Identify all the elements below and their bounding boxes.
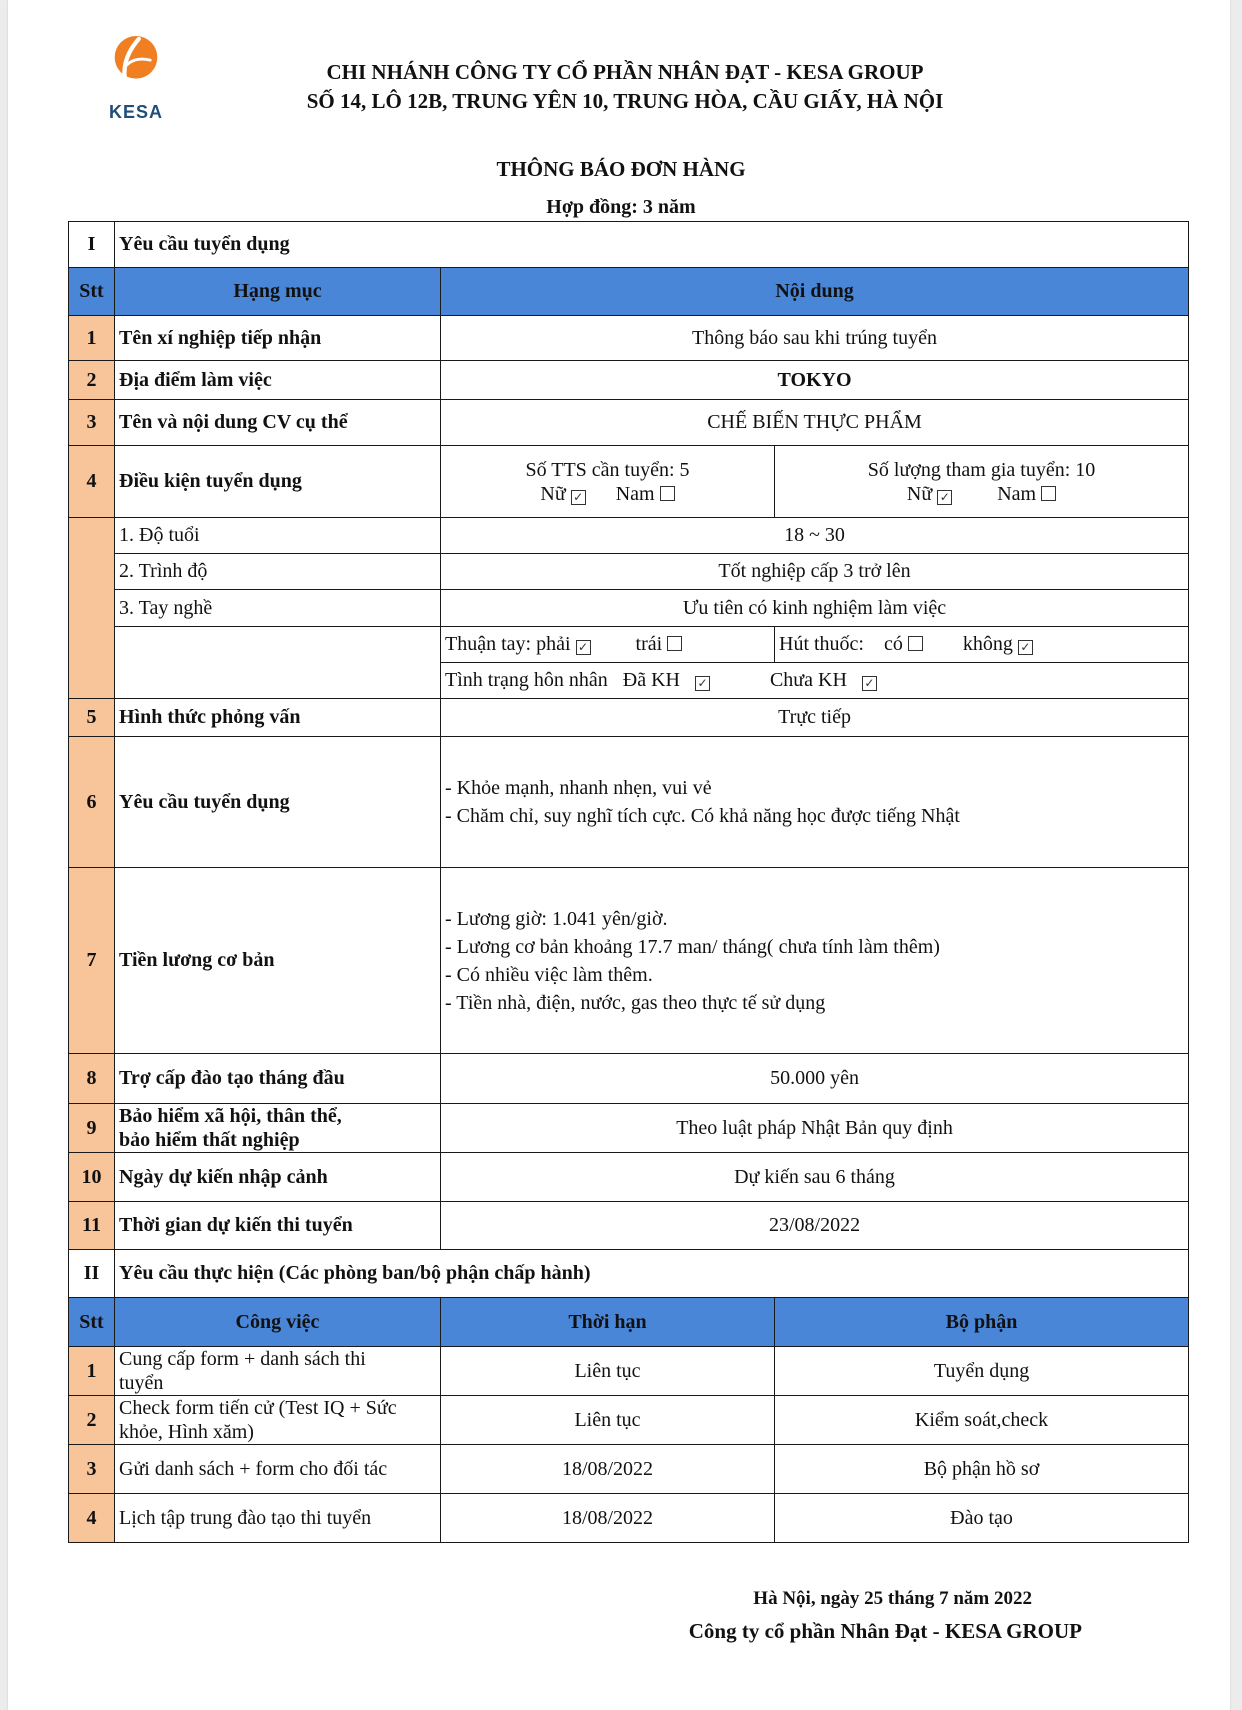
table-row: [69, 446, 1189, 518]
blank-cell: [115, 627, 441, 699]
row-content: 50.000 yên: [441, 1054, 1189, 1104]
table-row: [69, 1153, 1189, 1202]
row-stt-blank: [69, 518, 115, 699]
table-row: [69, 316, 1189, 361]
education-value: Tốt nghiệp cấp 3 trở lên: [441, 554, 1189, 590]
department-cell: Bộ phận hồ sơ: [775, 1445, 1189, 1494]
single-checkbox[interactable]: ✓: [862, 676, 877, 691]
married-label: Đã KH: [622, 669, 680, 691]
male-label: Nam: [997, 482, 1037, 505]
male-label: Nam: [615, 482, 655, 505]
row-item: Địa điểm làm việc: [115, 361, 441, 400]
table-row: [69, 1104, 1189, 1153]
handedness-label: Thuận tay: phải: [445, 633, 571, 655]
company-name: CHI NHÁNH CÔNG TY CỔ PHẦN NHÂN ĐẠT - KESA GROUP: [326, 60, 924, 84]
married-checkbox[interactable]: ✓: [695, 676, 710, 691]
row-item: Điều kiện tuyển dụng: [115, 446, 441, 518]
requirement-line: - Chăm chỉ, suy nghĩ tích cực. Có khả năng học được tiếng Nhật: [445, 805, 960, 827]
requirement-line: - Khỏe mạnh, nhanh nhẹn, vui vẻ: [445, 777, 712, 799]
table-row: [69, 590, 1189, 627]
row-content: Theo luật pháp Nhật Bản quy định: [441, 1104, 1189, 1153]
female-checkbox[interactable]: ✓: [937, 490, 952, 505]
row-content: TOKYO: [441, 361, 1189, 400]
deadline-cell: Liên tục: [441, 1396, 775, 1445]
male-checkbox[interactable]: [660, 486, 675, 501]
row-stt: 1: [69, 316, 115, 361]
smoking-yes-checkbox[interactable]: [908, 636, 923, 651]
row-stt: 9: [69, 1104, 115, 1153]
table-row: [69, 361, 1189, 400]
row-item: Yêu cầu tuyển dụng: [115, 737, 441, 868]
row-stt: 5: [69, 699, 115, 737]
row-stt: 10: [69, 1153, 115, 1202]
task-line: Check form tiến cử (Test IQ + Sức: [119, 1397, 397, 1419]
row-item: Tên và nội dung CV cụ thể: [115, 400, 441, 446]
col-stt: Stt: [69, 268, 115, 316]
row-item-line: bảo hiểm thất nghiệp: [119, 1129, 300, 1151]
education-label: 2. Trình độ: [115, 554, 441, 590]
male-checkbox[interactable]: [1041, 486, 1056, 501]
tts-count: Số TTS cần tuyển: 5: [525, 458, 690, 481]
deadline-cell: 18/08/2022: [441, 1445, 775, 1494]
task-cell: Gửi danh sách + form cho đối tác: [115, 1445, 441, 1494]
row-stt: 11: [69, 1202, 115, 1250]
row-stt: 8: [69, 1054, 115, 1104]
table-row: [69, 1396, 1189, 1445]
marital-cell: [441, 663, 1189, 699]
smoking-yes-label: có: [884, 633, 903, 655]
table-row: [69, 554, 1189, 590]
age-label: 1. Độ tuổi: [115, 518, 441, 554]
contract-term: Hợp đồng: 3 năm: [546, 196, 696, 218]
row-item: Thời gian dự kiến thi tuyển: [115, 1202, 441, 1250]
table-row: [69, 1347, 1189, 1396]
row-item: Trợ cấp đào tạo tháng đầu: [115, 1054, 441, 1104]
signature-date: Hà Nội, ngày 25 tháng 7 năm 2022: [753, 1588, 1032, 1609]
table-row: [69, 1202, 1189, 1250]
female-label: Nữ: [906, 482, 933, 505]
task-line: Cung cấp form + danh sách thi: [119, 1348, 366, 1370]
row-stt: 2: [69, 1396, 115, 1445]
age-value: 18 ~ 30: [441, 518, 1189, 554]
right-hand-checkbox[interactable]: ✓: [576, 640, 591, 655]
section-1-roman: I: [69, 222, 115, 268]
signature-company: Công ty cổ phần Nhân Đạt - KESA GROUP: [688, 1619, 1082, 1643]
table-row: [69, 627, 1189, 663]
table-row: [69, 1445, 1189, 1494]
smoking-no-checkbox[interactable]: ✓: [1018, 640, 1033, 655]
company-address: SỐ 14, LÔ 12B, TRUNG YÊN 10, TRUNG HÒA, CẦU GIẤY, HÀ NỘI: [306, 89, 944, 113]
skill-value: Ưu tiên có kinh nghiệm làm việc: [441, 590, 1189, 627]
section-2-title: Yêu cầu thực hiện (Các phòng ban/bộ phận chấp hành): [115, 1250, 1189, 1298]
col-content: Nội dung: [441, 268, 1189, 316]
salary-line: - Lương cơ bản khoảng 17.7 man/ tháng( chưa tính làm thêm): [445, 935, 940, 958]
task-cell: [115, 1396, 441, 1445]
row-stt: 2: [69, 361, 115, 400]
salary-content: [441, 868, 1189, 1054]
row-stt: 4: [69, 1494, 115, 1543]
deadline-cell: 18/08/2022: [441, 1494, 775, 1543]
row-content: 23/08/2022: [441, 1202, 1189, 1250]
department-cell: Đào tạo: [775, 1494, 1189, 1543]
row-item: [115, 1104, 441, 1153]
smoking-cell: [775, 627, 1189, 663]
col-stt: Stt: [69, 1298, 115, 1347]
recruitment-table: [68, 221, 1189, 1543]
col-task: Công việc: [115, 1298, 441, 1347]
table-row: [69, 699, 1189, 737]
smoking-no-label: không: [962, 633, 1013, 655]
row-stt: 3: [69, 400, 115, 446]
skill-label: 3. Tay nghề: [115, 590, 441, 627]
row-item: Hình thức phỏng vấn: [115, 699, 441, 737]
department-cell: Tuyển dụng: [775, 1347, 1189, 1396]
row-item-line: Bảo hiểm xã hội, thân thể,: [119, 1105, 342, 1127]
task-line: khỏe, Hình xăm): [119, 1421, 254, 1443]
table-row: [69, 518, 1189, 554]
table-row: [69, 1494, 1189, 1543]
row-content: CHẾ BIẾN THỰC PHẨM: [441, 400, 1189, 446]
task-cell: Lịch tập trung đào tạo thi tuyển: [115, 1494, 441, 1543]
row-item: Ngày dự kiến nhập cảnh: [115, 1153, 441, 1202]
col-deadline: Thời hạn: [441, 1298, 775, 1347]
table-row: [69, 400, 1189, 446]
salary-line: - Tiền nhà, điện, nước, gas theo thực tế sử dụng: [445, 991, 826, 1014]
deadline-cell: Liên tục: [441, 1347, 775, 1396]
task-line: tuyển: [119, 1372, 164, 1394]
female-label: Nữ: [540, 482, 566, 505]
requirements-content: [441, 737, 1189, 868]
handedness-cell: [441, 627, 775, 663]
table-row: [69, 868, 1189, 1054]
section-2-roman: II: [69, 1250, 115, 1298]
col-item: Hạng mục: [115, 268, 441, 316]
row-item: Tiền lương cơ bản: [115, 868, 441, 1054]
tts-count-cell: [441, 446, 775, 518]
section-2-header-row: [69, 1250, 1189, 1298]
salary-line: - Lương giờ: 1.041 yên/giờ.: [445, 907, 668, 930]
column-header-row: [69, 268, 1189, 316]
section-2-column-header-row: [69, 1298, 1189, 1347]
single-label: Chưa KH: [769, 669, 847, 691]
section-1-title: Yêu cầu tuyển dụng: [115, 222, 1189, 268]
left-hand-checkbox[interactable]: [667, 636, 682, 651]
row-stt: 7: [69, 868, 115, 1054]
col-department: Bộ phận: [775, 1298, 1189, 1347]
table-row: [69, 1054, 1189, 1104]
row-stt: 1: [69, 1347, 115, 1396]
salary-line: - Có nhiều việc làm thêm.: [445, 963, 653, 986]
female-checkbox[interactable]: ✓: [571, 490, 586, 505]
row-item: Tên xí nghiệp tiếp nhận: [115, 316, 441, 361]
participants-count: Số lượng tham gia tuyển: 10: [867, 458, 1096, 481]
kesa-logo-icon: [96, 36, 176, 100]
marital-label: Tình trạng hôn nhân: [445, 669, 608, 691]
table-row: [69, 737, 1189, 868]
document-title: THÔNG BÁO ĐƠN HÀNG: [496, 157, 746, 181]
row-content: Thông báo sau khi trúng tuyển: [441, 316, 1189, 361]
task-cell: [115, 1347, 441, 1396]
smoking-label: Hút thuốc:: [779, 633, 864, 655]
row-stt: 6: [69, 737, 115, 868]
logo-text: KESA: [108, 102, 163, 122]
section-1-header-row: [69, 222, 1189, 268]
department-cell: Kiểm soát,check: [775, 1396, 1189, 1445]
row-content: Trực tiếp: [441, 699, 1189, 737]
participants-cell: [775, 446, 1189, 518]
row-stt: 4: [69, 446, 115, 518]
row-stt: 3: [69, 1445, 115, 1494]
left-hand-label: trái: [635, 633, 663, 655]
company-header: [190, 58, 1060, 116]
row-content: Dự kiến sau 6 tháng: [441, 1153, 1189, 1202]
